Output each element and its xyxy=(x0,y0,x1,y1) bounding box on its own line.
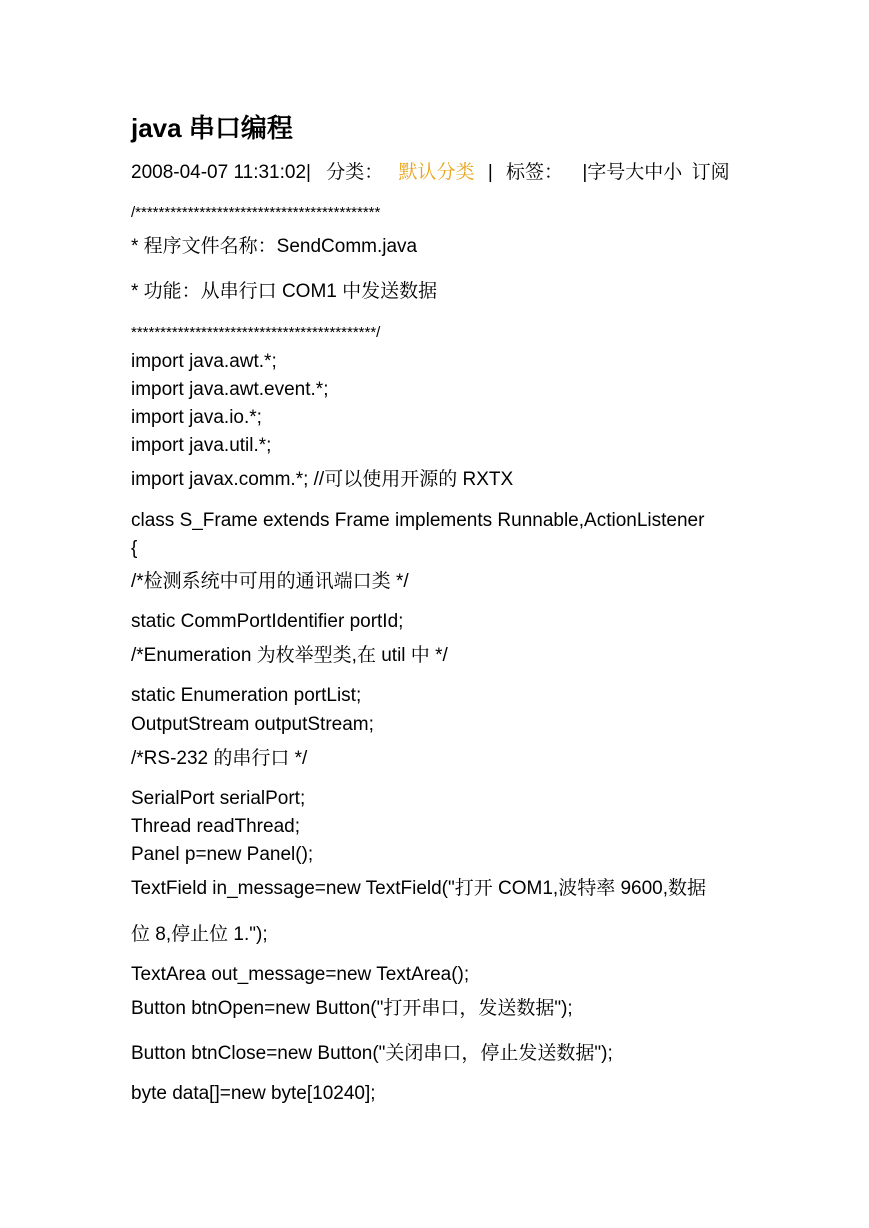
code-line: import java.io.*; xyxy=(131,407,262,428)
article-meta xyxy=(131,160,730,186)
code-line: 位 8,停止位 1."); xyxy=(131,924,268,945)
code-line: TextArea out_message=new TextArea(); xyxy=(131,964,470,985)
code-line: ******************************************/ xyxy=(131,324,381,341)
post-datetime: 2008-04-07 11:31:02| xyxy=(131,162,311,183)
code-line: static Enumeration portList; xyxy=(131,685,362,706)
code-line: SerialPort serialPort; xyxy=(131,788,306,809)
tags-label: 标签： xyxy=(506,162,564,183)
code-line: /****************************************** xyxy=(131,204,381,221)
code-line: Button btnClose=new Button("关闭串口，停止发送数据"); xyxy=(131,1043,613,1064)
category-link[interactable]: 默认分类 xyxy=(398,162,475,183)
article-title: java 串口编程 xyxy=(131,113,293,143)
code-line: import java.util.*; xyxy=(131,435,272,456)
code-line: byte data[]=new byte[10240]; xyxy=(131,1083,376,1104)
code-line: * 功能：从串行口 COM1 中发送数据 xyxy=(131,281,438,302)
code-line: Panel p=new Panel(); xyxy=(131,844,314,865)
code-line: /*RS-232 的串行口 */ xyxy=(131,748,308,769)
code-line: import java.awt.event.*; xyxy=(131,379,329,400)
code-line: * 程序文件名称：SendComm.java xyxy=(131,236,418,257)
code-line: import javax.comm.*; //可以使用开源的 RXTX xyxy=(131,469,514,490)
code-line: import java.awt.*; xyxy=(131,351,277,372)
code-line: static CommPortIdentifier portId; xyxy=(131,611,404,632)
code-line: /*Enumeration 为枚举型类,在 util 中 */ xyxy=(131,645,448,666)
code-line: OutputStream outputStream; xyxy=(131,714,374,735)
code-line: Button btnOpen=new Button("打开串口，发送数据"); xyxy=(131,998,573,1019)
code-line: /*检测系统中可用的通讯端口类 */ xyxy=(131,571,409,592)
code-line: Thread readThread; xyxy=(131,816,300,837)
code-line: { xyxy=(131,538,138,559)
code-line: class S_Frame extends Frame implements Runnable,ActionListener xyxy=(131,510,705,531)
code-line: TextField in_message=new TextField("打开 COM1,波特率 9600,数据 xyxy=(131,878,707,899)
meta-separator: | xyxy=(487,162,493,183)
font-size-link[interactable]: |字号大中小 xyxy=(582,162,683,183)
category-label: 分类： xyxy=(326,162,384,183)
subscribe-link[interactable]: 订阅 xyxy=(691,162,730,183)
